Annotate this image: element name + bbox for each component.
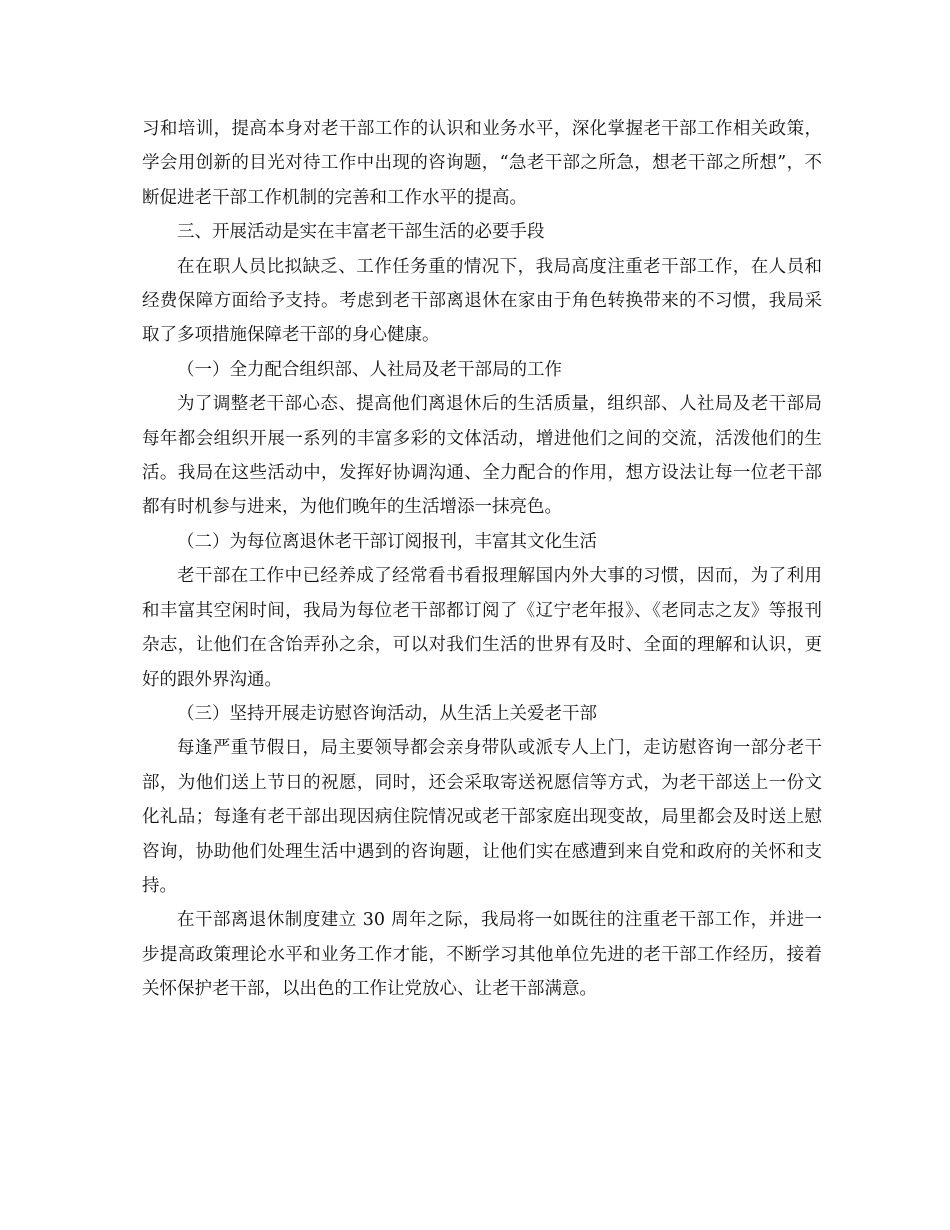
paragraph: 每逢严重节假日，局主要领导都会亲身带队或派专人上门，走访慰咨询一部分老干部，为他们送上节日的祝愿，同时，还会采取寄送祝愿信等方式，为老干部送上一份文化礼品；每逢有老干部出现因病住院情况或老干部家庭出现变故，局里都会及时送上慰咨询，协助他们处理生活中遇到的咨询题，让他们实在感遭到来自党和政府的关怀和支持。 bbox=[142, 738, 822, 896]
subsection-heading-3: （三）坚持开展走访慰咨询活动，从生活上关爱老干部 bbox=[177, 703, 597, 724]
document-body bbox=[142, 112, 822, 1007]
paragraph: 在在职人员比拟缺乏、工作任务重的情况下，我局高度注重老干部工作，在人员和经费保障方面给予支持。考虑到老干部离退休在家由于角色转换带来的不习惯，我局采取了多项措施保障老干部的身心健康。 bbox=[142, 256, 822, 346]
section-heading: 三、开展活动是实在丰富老干部生活的必要手段 bbox=[177, 222, 545, 243]
subsection-heading-2: （二）为每位离退休老干部订阅报刊，丰富其文化生活 bbox=[177, 531, 597, 552]
paragraph-closing: 在干部离退休制度建立 30 周年之际，我局将一如既往的注重老干部工作，并进一步提高政策理论水平和业务工作才能，不断学习其他单位先进的老干部工作经历，接着关怀保护老干部，以出色的工作让党放心、让老干部满意。 bbox=[142, 910, 822, 1000]
subsection-heading-1: （一）全力配合组织部、人社局及老干部局的工作 bbox=[177, 359, 562, 380]
paragraph: 为了调整老干部心态、提高他们离退休后的生活质量，组织部、人社局及老干部局每年都会组织开展一系列的丰富多彩的文体活动，增进他们之间的交流，活泼他们的生活。我局在这些活动中，发挥好协调沟通、全力配合的作用，想方设法让每一位老干部都有时机参与进来，为他们晚年的生活增添一抹亮色。 bbox=[142, 394, 822, 518]
paragraph-continued: 习和培训，提高本身对老干部工作的认识和业务水平，深化掌握老干部工作相关政策，学会用创新的目光对待工作中出现的咨询题，“急老干部之所急，想老干部之所想”，不断促进老干部工作机制的完善和工作水平的提高。 bbox=[142, 119, 822, 208]
paragraph: 老干部在工作中已经养成了经常看书看报理解国内外大事的习惯，因而，为了利用和丰富其空闲时间，我局为每位老干部都订阅了《辽宁老年报》、《老同志之友》等报刊杂志，让他们在含饴弄孙之余，可以对我们生活的世界有及时、全面的理解和认识，更好的跟外界沟通。 bbox=[142, 566, 822, 690]
